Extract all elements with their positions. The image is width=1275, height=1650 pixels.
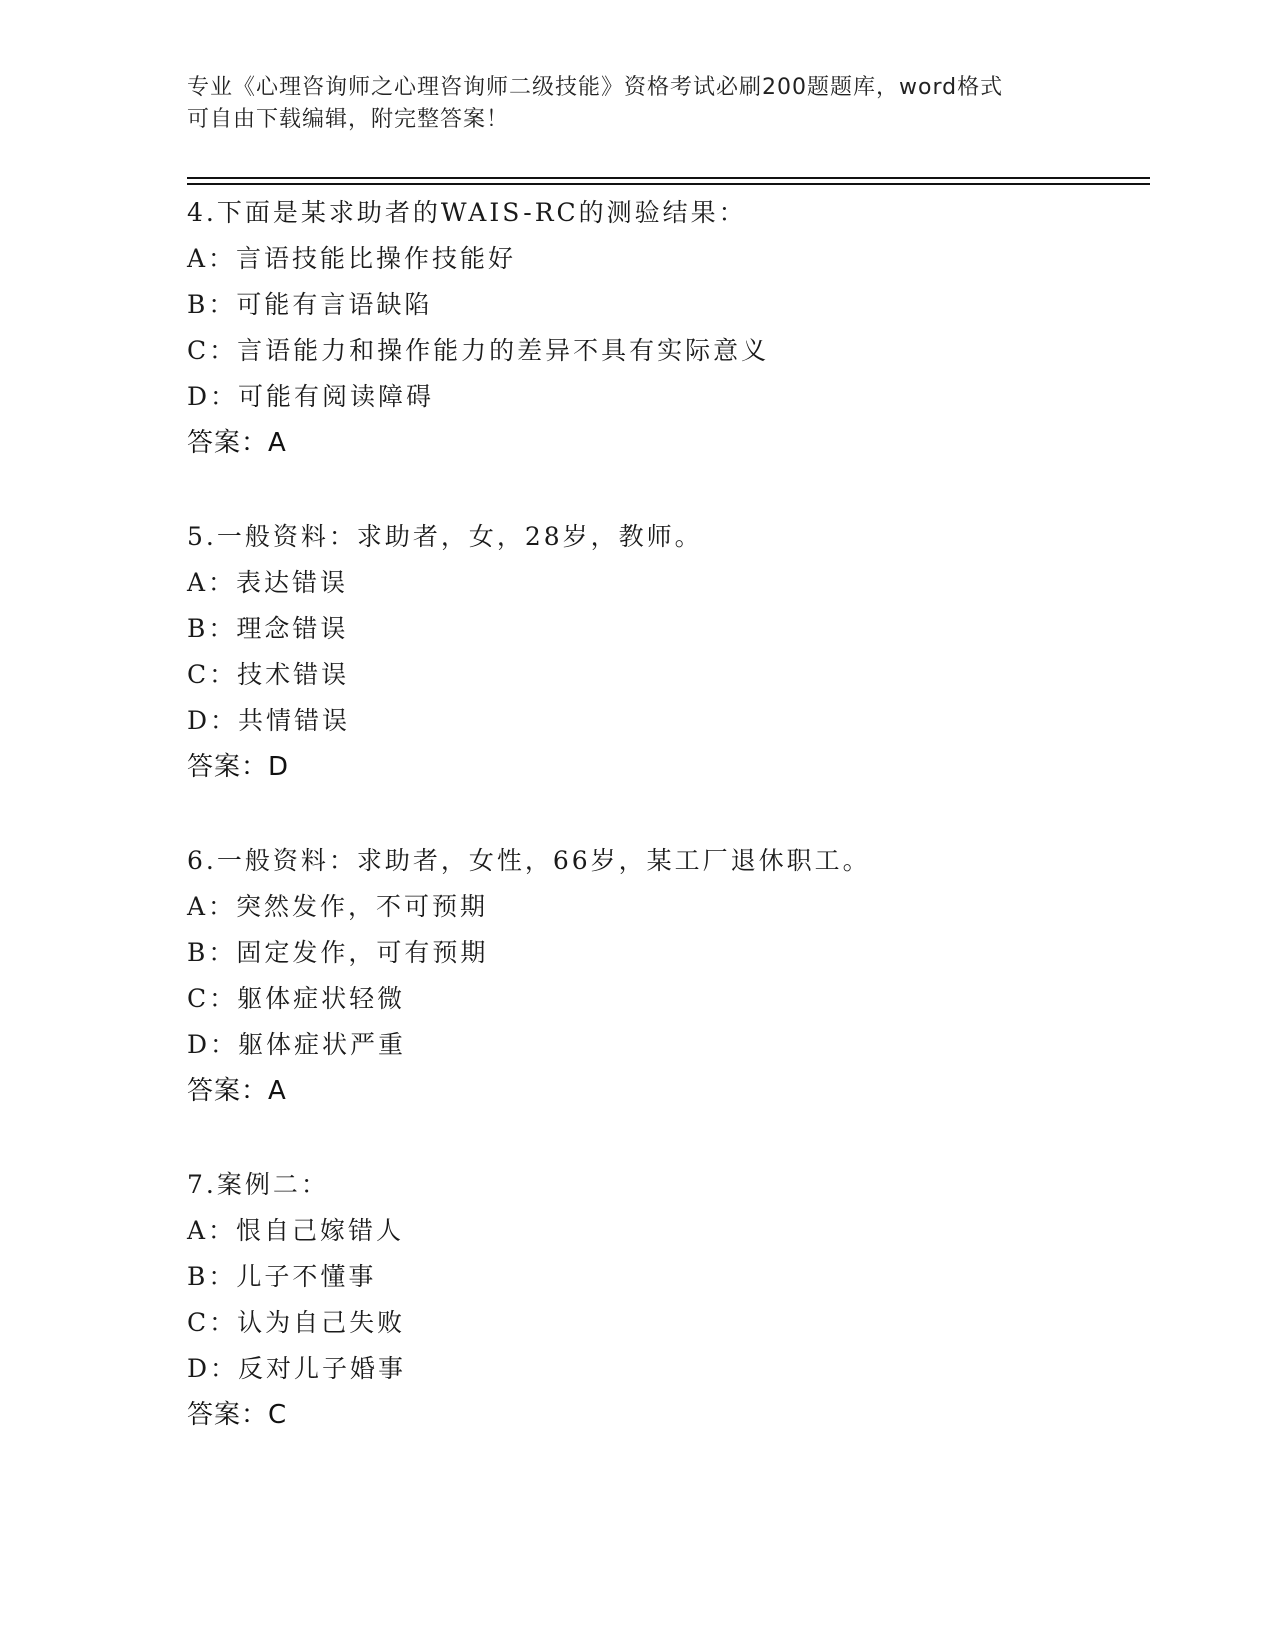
answer-label: 答案：C (187, 1400, 288, 1430)
option-b: B：固定发作，可有预期 (187, 938, 489, 967)
question-6 (187, 838, 1147, 1114)
option-b: B：理念错误 (187, 614, 349, 643)
answer-label: 答案：A (187, 428, 287, 458)
question-4 (187, 190, 1147, 466)
answer-label: 答案：D (187, 752, 290, 782)
question-7 (187, 1162, 1147, 1438)
header-title-line-2: 可自由下载编辑，附完整答案！ (187, 107, 510, 132)
header-divider-bottom (187, 183, 1150, 185)
header-title-line-1: 专业《心理咨询师之心理咨询师二级技能》资格考试必刷200题题库，word格式 (187, 75, 1004, 100)
option-b: B：可能有言语缺陷 (187, 290, 433, 319)
option-d: D：可能有阅读障碍 (187, 382, 435, 411)
option-c: C：躯体症状轻微 (187, 984, 406, 1013)
option-a: A：突然发作，不可预期 (187, 892, 489, 921)
option-c: C：认为自己失败 (187, 1308, 406, 1337)
option-d: D：反对儿子婚事 (187, 1354, 407, 1383)
option-a: A：言语技能比操作技能好 (187, 244, 517, 273)
option-c: C：技术错误 (187, 660, 350, 689)
question-stem: 6.一般资料：求助者，女性，66岁，某工厂退休职工。 (187, 846, 871, 875)
option-b: B：儿子不懂事 (187, 1262, 377, 1291)
question-5 (187, 514, 1147, 790)
option-c: C：言语能力和操作能力的差异不具有实际意义 (187, 336, 770, 365)
question-stem: 5.一般资料：求助者，女，28岁，教师。 (187, 522, 703, 551)
question-stem: 4.下面是某求助者的WAIS-RC的测验结果： (187, 198, 747, 227)
header-divider-top (187, 177, 1150, 179)
document-header (187, 72, 1087, 136)
question-stem: 7.案例二： (187, 1170, 329, 1199)
option-a: A：恨自己嫁错人 (187, 1216, 405, 1245)
answer-label: 答案：A (187, 1076, 287, 1106)
option-d: D：共情错误 (187, 706, 351, 735)
option-a: A：表达错误 (187, 568, 349, 597)
question-list (187, 190, 1147, 1438)
option-d: D：躯体症状严重 (187, 1030, 407, 1059)
